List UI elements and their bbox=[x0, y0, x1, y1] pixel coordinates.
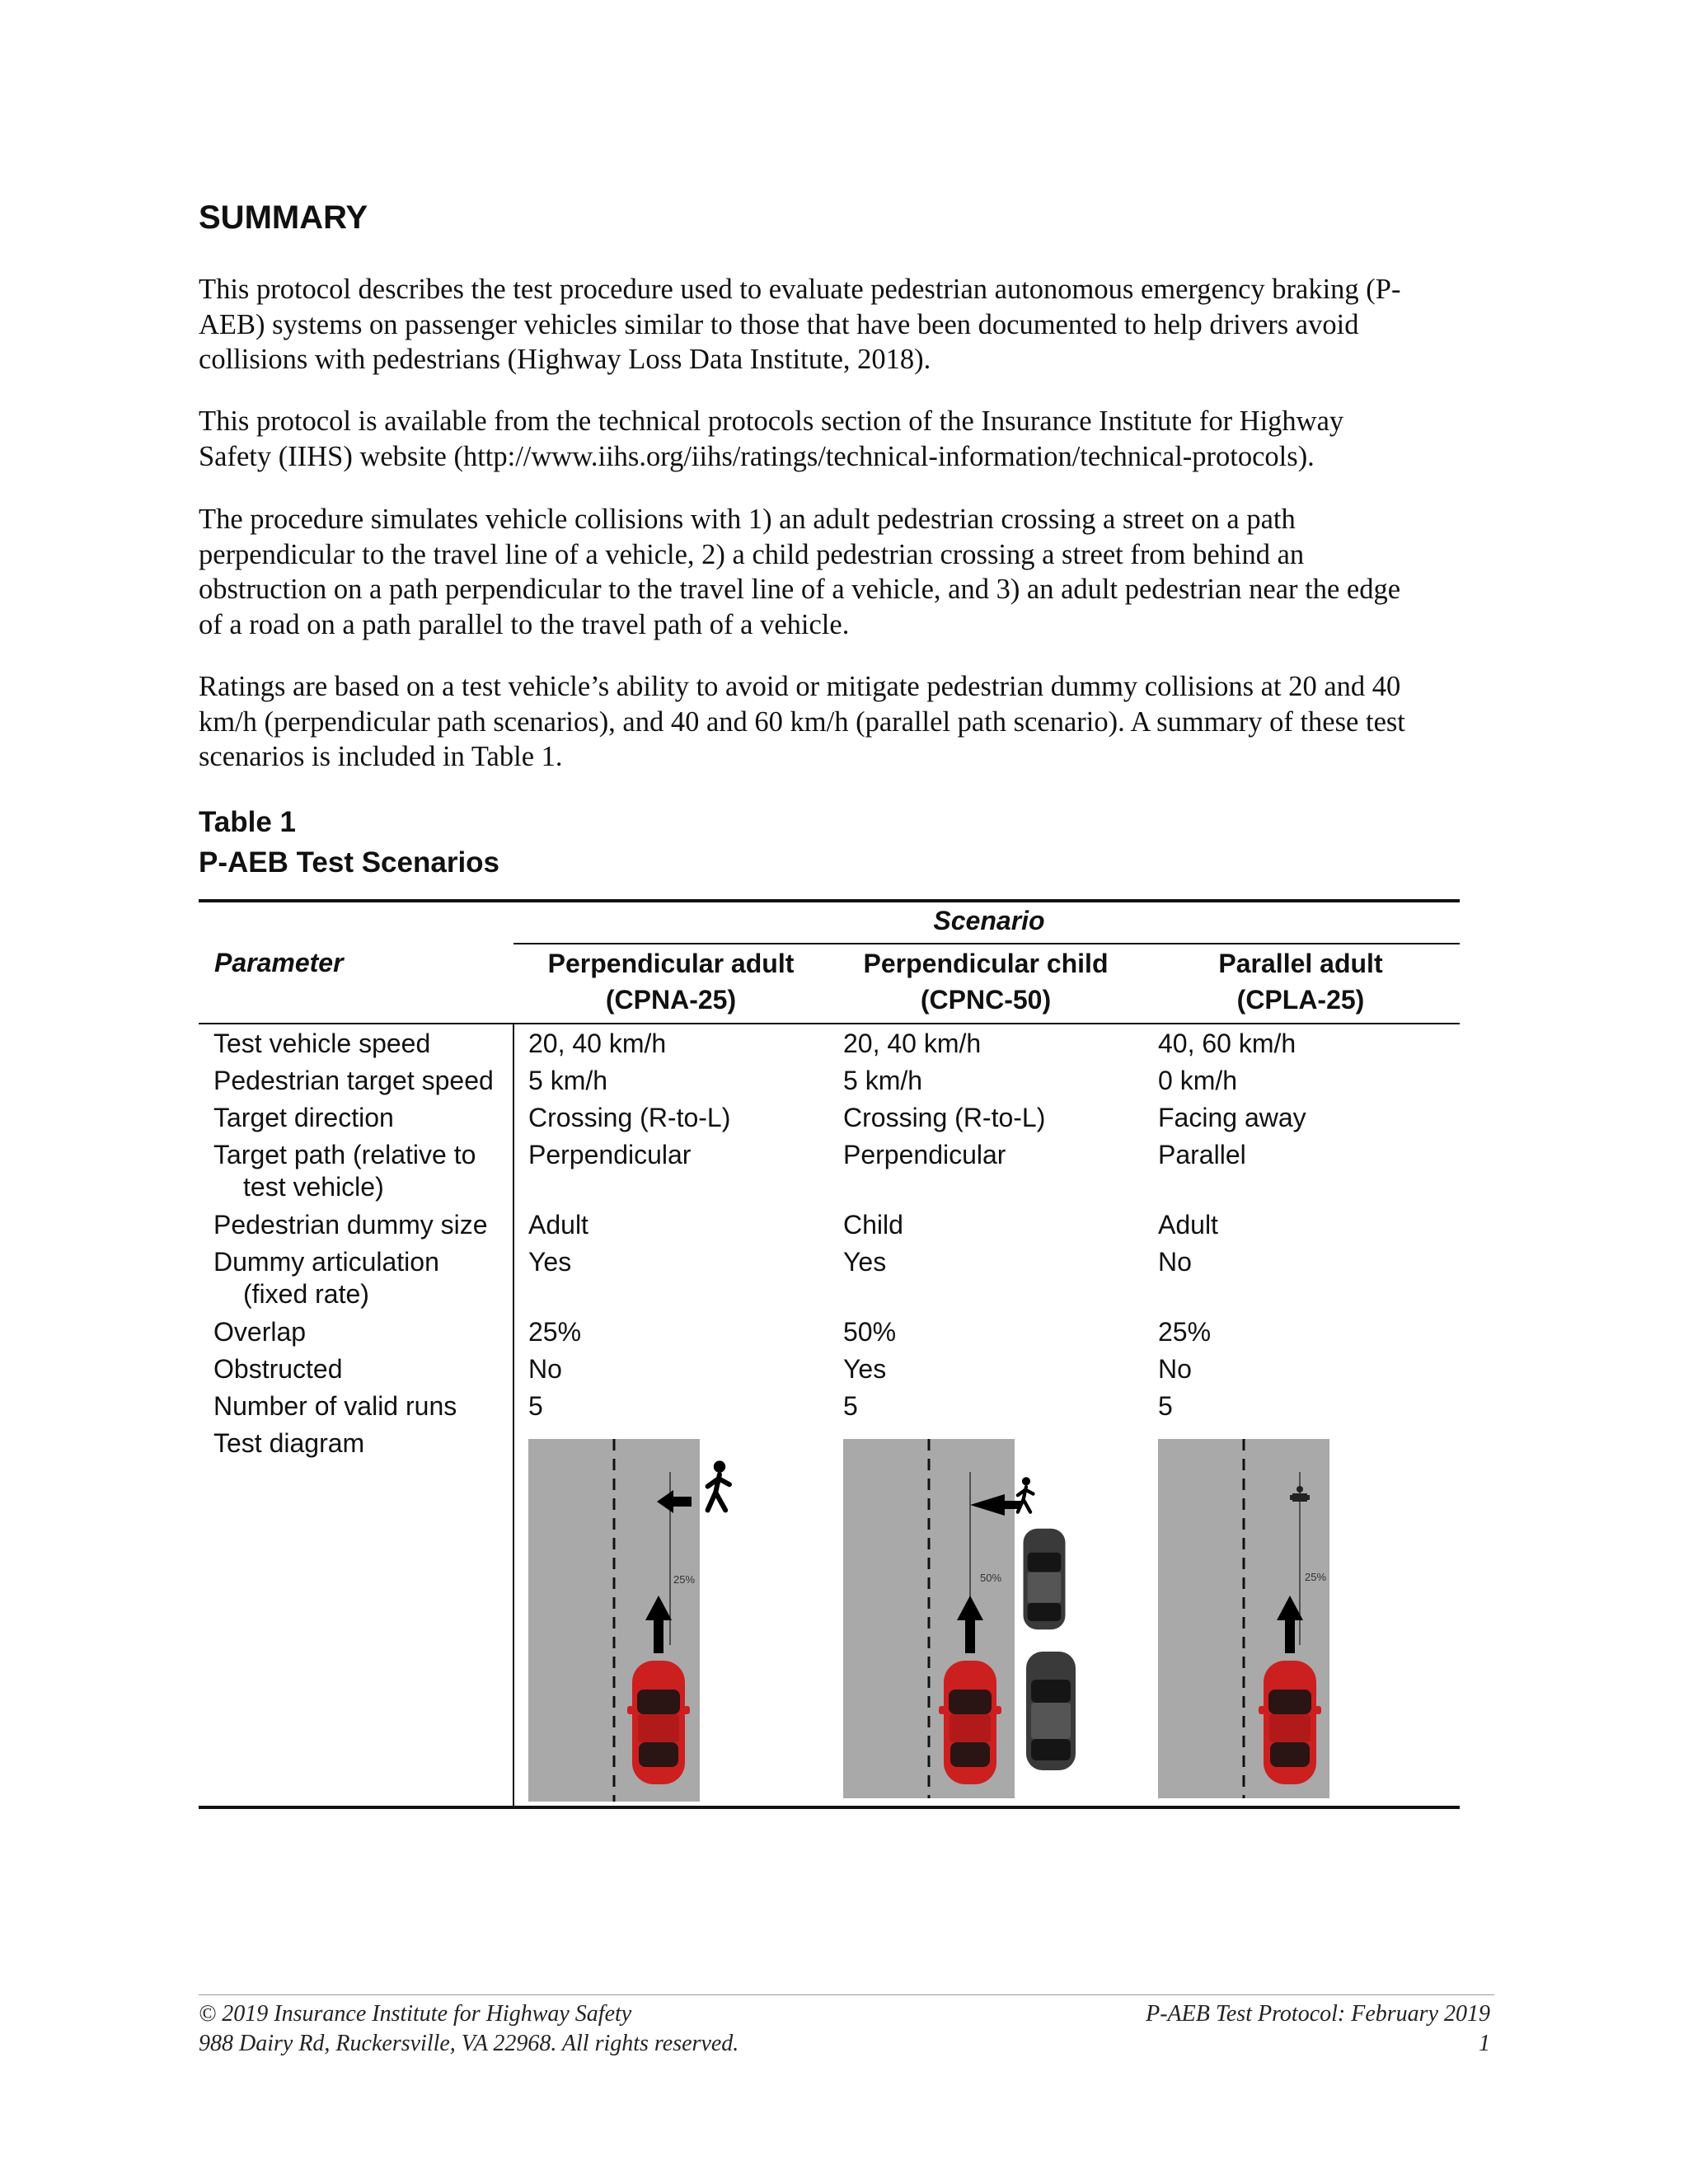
table-cell: 5 bbox=[528, 1391, 543, 1421]
table-cell: Yes bbox=[843, 1354, 887, 1384]
table-cell: Adult bbox=[1158, 1210, 1218, 1240]
paragraph-line: collisions with pedestrians (Highway Loss Data Institute, 2018). bbox=[199, 344, 931, 375]
footer-page-number: 1 bbox=[1479, 2031, 1490, 2056]
table-cell: No bbox=[1158, 1247, 1192, 1277]
paragraph-line: AEB) systems on passenger vehicles similar to those that have been documented to help drivers avoid bbox=[199, 308, 1359, 340]
paragraph-line: of a road on a path parallel to the travel path of a vehicle. bbox=[199, 608, 850, 640]
scenario-header: Scenario bbox=[933, 906, 1045, 935]
column-header-cpla bbox=[1152, 948, 1449, 1016]
summary-paragraph-1 bbox=[199, 272, 1501, 377]
column-header-name: Perpendicular adult bbox=[547, 949, 795, 978]
table-cell: Facing away bbox=[1158, 1103, 1306, 1132]
column-header-code: (CPNA-25) bbox=[605, 985, 737, 1015]
param-pedestrian-dummy-size: Pedestrian dummy size bbox=[213, 1210, 488, 1240]
overlap-label: 50% bbox=[980, 1572, 1002, 1584]
table-bottom-rule bbox=[199, 1806, 1460, 1809]
footer-address: 988 Dairy Rd, Ruckersville, VA 22968. All rights reserved. bbox=[199, 2031, 739, 2056]
obstruction-vehicle-icon bbox=[1026, 1652, 1076, 1770]
table-scenario-rule bbox=[513, 943, 1460, 944]
summary-paragraph-4 bbox=[199, 669, 1501, 775]
column-header-code: (CPNC-50) bbox=[920, 985, 1052, 1015]
table-column-rule bbox=[513, 1024, 514, 1807]
param-test-vehicle-speed: Test vehicle speed bbox=[213, 1029, 431, 1058]
summary-paragraph-2 bbox=[199, 404, 1501, 474]
footer-rule bbox=[199, 1994, 1494, 1995]
table-cell: 25% bbox=[528, 1317, 582, 1347]
parameter-header: Parameter bbox=[214, 948, 344, 977]
test-vehicle-icon bbox=[627, 1661, 690, 1784]
paragraph-line: Safety (IIHS) website (http://www.iihs.org/iihs/ratings/technical-information/technical-protocols). bbox=[199, 440, 1315, 472]
table-title: P-AEB Test Scenarios bbox=[199, 846, 500, 879]
param-test-diagram: Test diagram bbox=[213, 1428, 365, 1458]
table-cell: Perpendicular bbox=[528, 1140, 692, 1169]
footer-copyright: © 2019 Insurance Institute for Highway Safety bbox=[199, 2001, 632, 2027]
obstruction-vehicle-icon bbox=[1024, 1529, 1066, 1629]
param-target-direction: Target direction bbox=[213, 1103, 394, 1132]
table-cell: 5 bbox=[1158, 1391, 1173, 1421]
table-cell: Child bbox=[843, 1210, 903, 1240]
child-pedestrian-icon bbox=[1018, 1477, 1034, 1512]
paragraph-line: obstruction on a path perpendicular to the travel line of a vehicle, and 3) an adult pedestrian near the edge bbox=[199, 574, 1401, 605]
table-header-rule bbox=[199, 1023, 1460, 1024]
test-vehicle-icon bbox=[1259, 1661, 1321, 1784]
column-header-cpnc bbox=[837, 948, 1134, 1016]
table-cell: Yes bbox=[843, 1247, 887, 1277]
paragraph-line: scenarios is included in Table 1. bbox=[199, 741, 563, 772]
summary-heading: SUMMARY bbox=[199, 199, 368, 236]
param-overlap: Overlap bbox=[213, 1317, 307, 1347]
table-cell: 25% bbox=[1158, 1317, 1212, 1347]
footer-document-title: P-AEB Test Protocol: February 2019 bbox=[1146, 2001, 1490, 2027]
diagram-parallel-adult bbox=[1158, 1439, 1372, 1802]
table-cell: 5 km/h bbox=[528, 1066, 608, 1095]
table-cell: Perpendicular bbox=[843, 1140, 1006, 1169]
table-label: Table 1 bbox=[199, 806, 297, 838]
column-header-name: Perpendicular child bbox=[863, 949, 1109, 978]
paragraph-line: The procedure simulates vehicle collisions with 1) an adult pedestrian crossing a street on a path bbox=[199, 504, 1296, 535]
table-cell: 20, 40 km/h bbox=[843, 1029, 982, 1058]
table-cell: Adult bbox=[528, 1210, 588, 1240]
diagram-perpendicular-child bbox=[843, 1439, 1090, 1802]
param-pedestrian-target-speed: Pedestrian target speed bbox=[213, 1066, 494, 1095]
table-cell: Yes bbox=[528, 1247, 572, 1277]
column-header-name: Parallel adult bbox=[1218, 949, 1383, 978]
table-cell: No bbox=[1158, 1354, 1192, 1384]
table-cell: 0 km/h bbox=[1158, 1066, 1238, 1095]
table-cell: Parallel bbox=[1158, 1140, 1246, 1169]
table-cell: 50% bbox=[843, 1317, 897, 1347]
paragraph-line: km/h (perpendicular path scenarios), and 40 and 60 km/h (parallel path scenario). A summary of these test bbox=[199, 705, 1405, 738]
test-vehicle-icon bbox=[939, 1661, 1001, 1784]
overlap-label: 25% bbox=[1305, 1571, 1327, 1583]
param-line: Target path (relative to bbox=[213, 1140, 476, 1169]
param-line-continued: test vehicle) bbox=[243, 1172, 384, 1202]
paragraph-line: Ratings are based on a test vehicle’s ability to avoid or mitigate pedestrian dummy collisions at 20 and 40 bbox=[199, 671, 1401, 702]
paragraph-line: perpendicular to the travel line of a vehicle, 2) a child pedestrian crossing a street from behind an bbox=[199, 538, 1305, 570]
table-cell: Crossing (R-to-L) bbox=[843, 1103, 1046, 1132]
param-target-path bbox=[213, 1139, 476, 1203]
summary-paragraph-3 bbox=[199, 502, 1501, 642]
table-cell: No bbox=[528, 1354, 562, 1384]
param-line-continued: (fixed rate) bbox=[243, 1279, 369, 1309]
overlap-label: 25% bbox=[673, 1573, 696, 1586]
paragraph-line: This protocol describes the test procedure used to evaluate pedestrian autonomous emergency braking (P- bbox=[199, 274, 1401, 305]
table-cell: 20, 40 km/h bbox=[528, 1029, 667, 1058]
table-cell: 40, 60 km/h bbox=[1158, 1029, 1296, 1058]
paragraph-line: This protocol is available from the technical protocols section of the Insurance Institute for Highway bbox=[199, 405, 1344, 437]
diagram-perpendicular-adult bbox=[528, 1439, 743, 1802]
table-cell: 5 bbox=[843, 1391, 858, 1421]
column-header-cpna bbox=[523, 948, 819, 1016]
table-top-rule bbox=[199, 899, 1460, 902]
column-header-code: (CPLA-25) bbox=[1236, 985, 1365, 1015]
table-cell: Crossing (R-to-L) bbox=[528, 1103, 731, 1132]
param-line: Dummy articulation bbox=[213, 1247, 439, 1277]
param-number-of-valid-runs: Number of valid runs bbox=[213, 1391, 457, 1421]
param-obstructed: Obstructed bbox=[213, 1354, 343, 1384]
table-cell: 5 km/h bbox=[843, 1066, 923, 1095]
param-dummy-articulation bbox=[213, 1246, 439, 1310]
